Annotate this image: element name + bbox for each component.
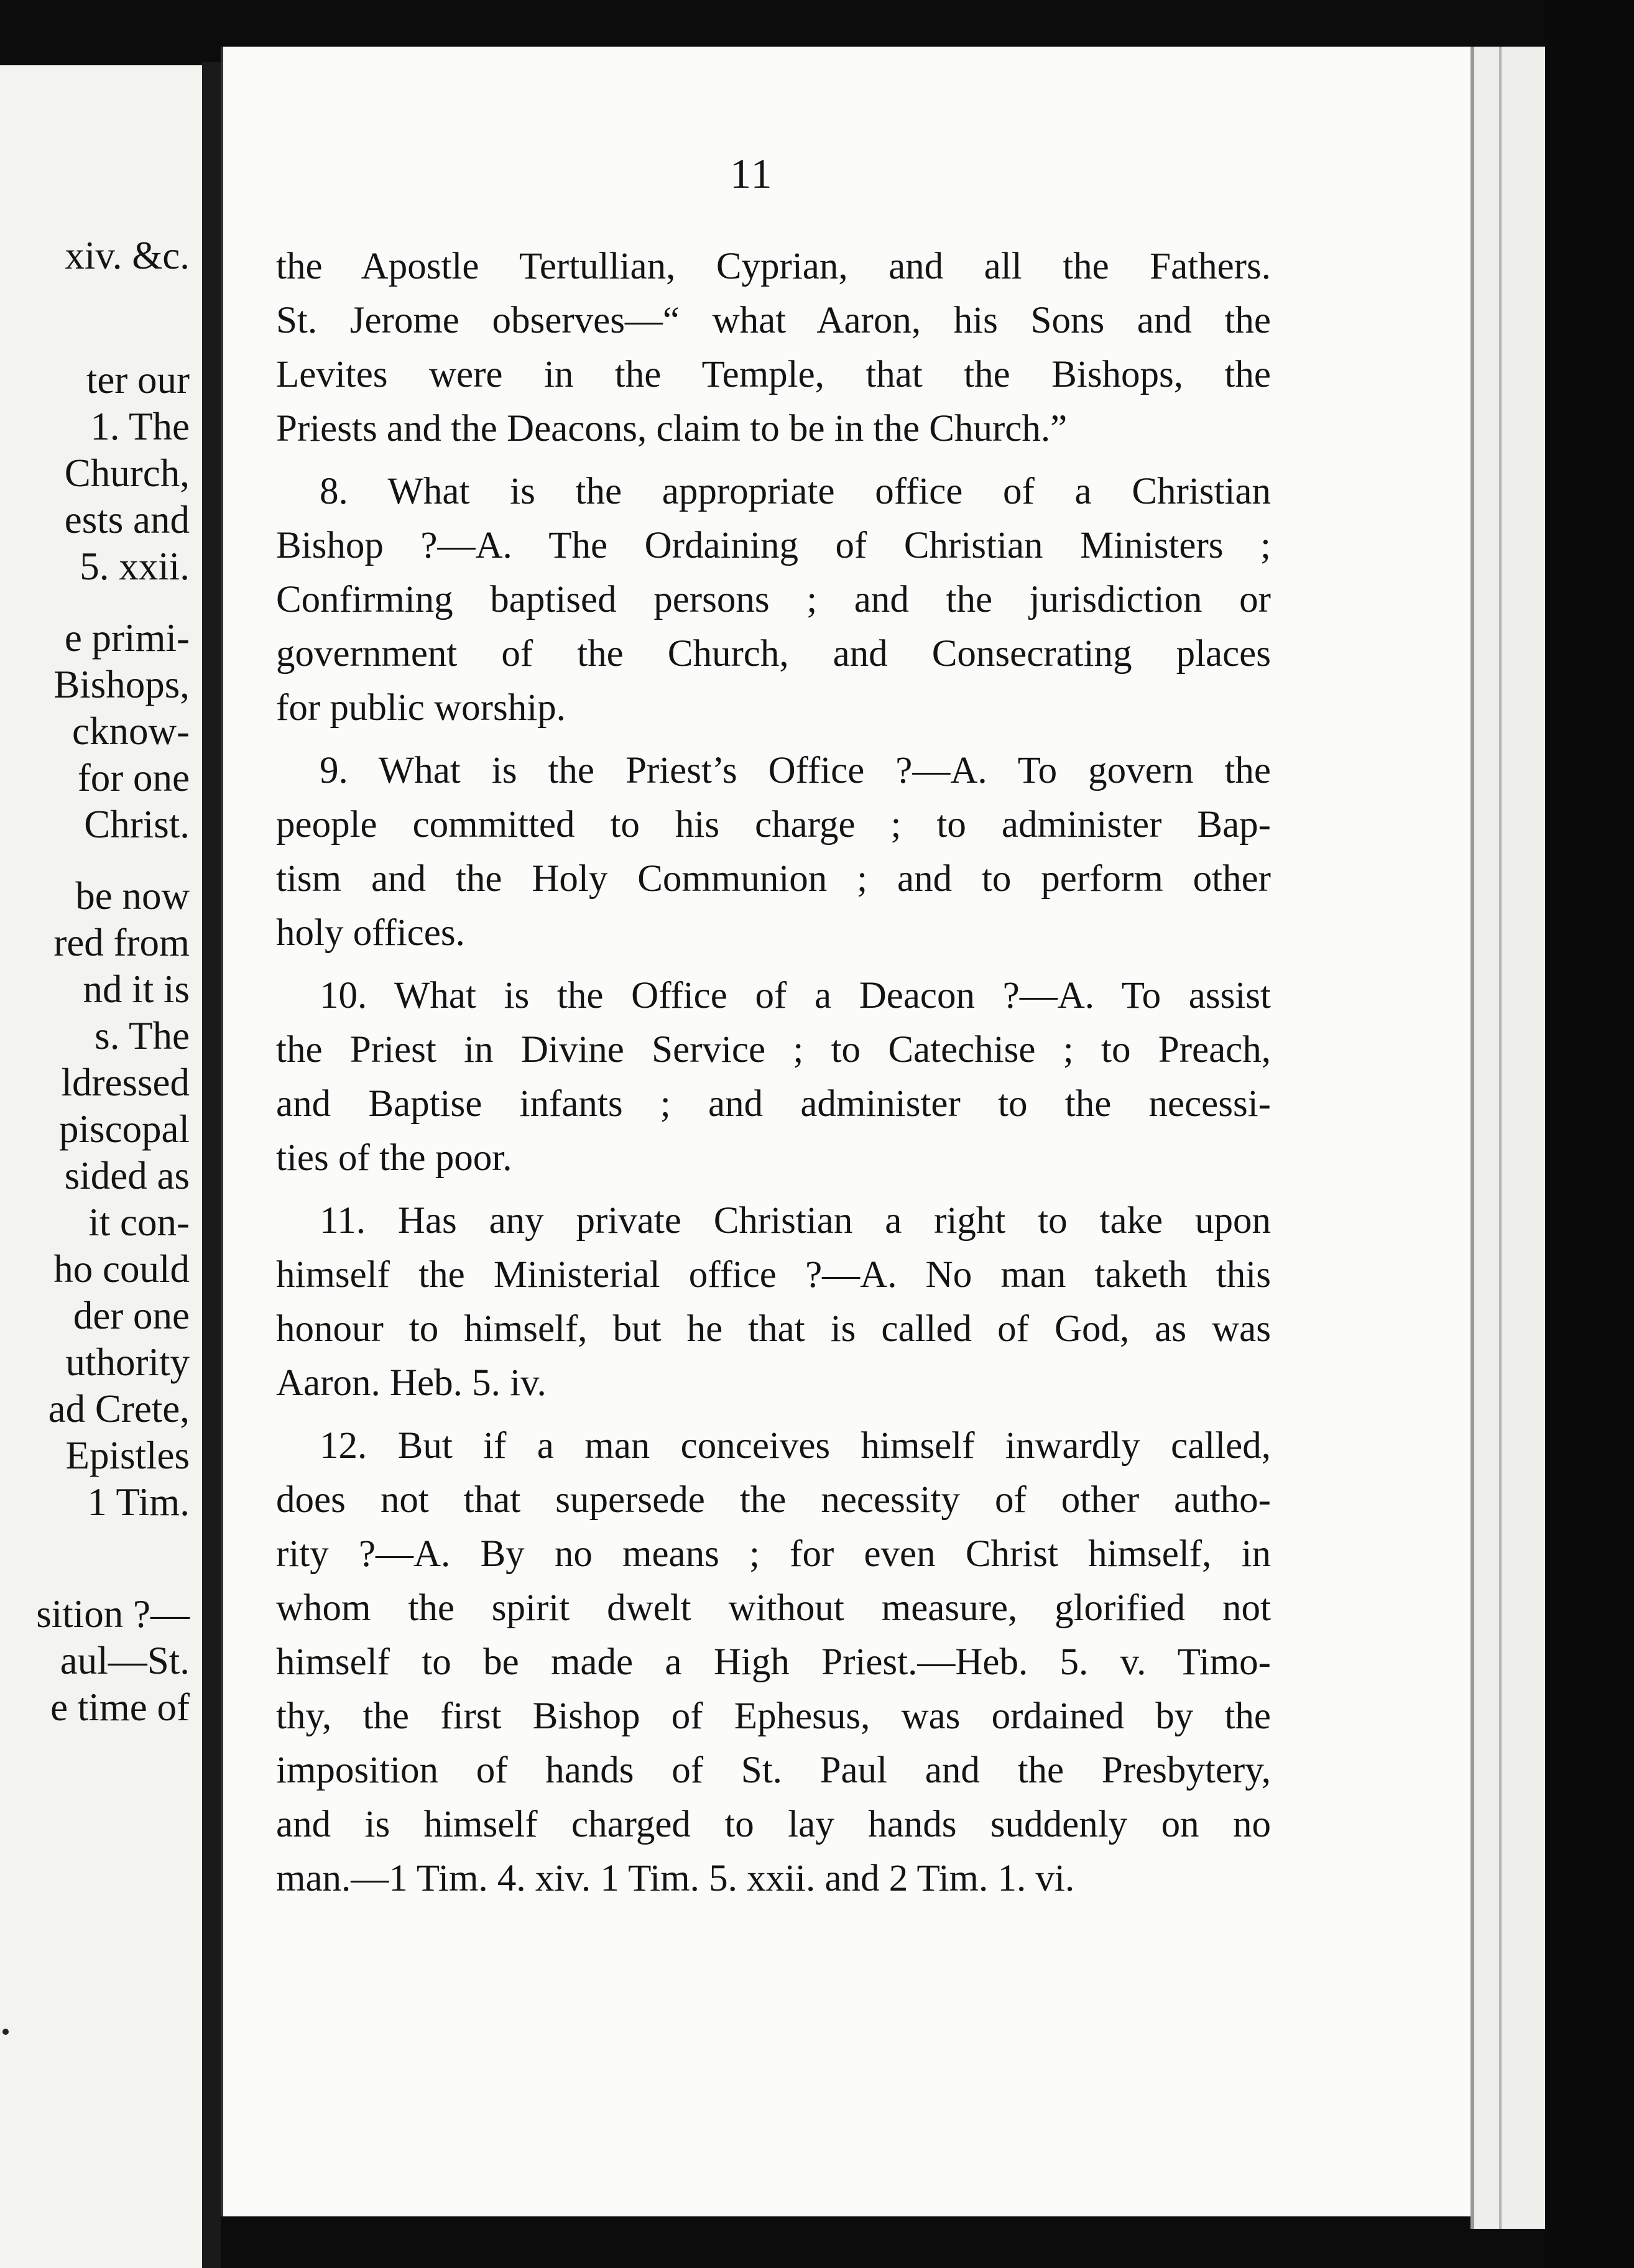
- text-line: Levites were in the Temple, that the Bishops, the: [276, 354, 1271, 395]
- text-line: whom the spirit dwelt without measure, glorified not: [276, 1587, 1271, 1629]
- left-page-line: aul—St.: [60, 1639, 190, 1682]
- paragraph-gap: [276, 456, 1271, 464]
- left-page-line: Church,: [64, 451, 190, 495]
- left-page-line: it con-: [88, 1201, 190, 1244]
- left-page-line: nd it is: [83, 967, 190, 1011]
- text-line: for public worship.: [276, 687, 566, 729]
- text-line: St. Jerome observes—“ what Aaron, his Sons and the: [276, 300, 1271, 341]
- paragraph-gap: [276, 1410, 1271, 1419]
- text-line: himself the Ministerial office ?—A. No man taketh this: [276, 1254, 1271, 1296]
- left-page-line: Bishops,: [53, 663, 190, 706]
- text-line: 11. Has any private Christian a right to take upon: [320, 1200, 1271, 1242]
- page-body-text: [276, 239, 1271, 1906]
- left-page-line: e primi-: [64, 616, 190, 660]
- text-line: the Priest in Divine Service ; to Catechise ; to Preach,: [276, 1029, 1271, 1071]
- text-line: does not that supersede the necessity of other autho-: [276, 1479, 1271, 1521]
- left-page-line: for one: [77, 756, 190, 800]
- paragraph: [276, 464, 1271, 735]
- left-page-line: 1 Tim.: [87, 1480, 190, 1524]
- text-line: honour to himself, but he that is called of God, as was: [276, 1308, 1271, 1350]
- paragraph: [276, 1194, 1271, 1410]
- text-line: holy offices.: [276, 912, 465, 954]
- text-line: Aaron. Heb. 5. iv.: [276, 1362, 547, 1404]
- text-line: and is himself charged to lay hands suddenly on no: [276, 1804, 1271, 1845]
- left-page-line: ter our: [86, 358, 190, 402]
- left-page-line: be now: [75, 874, 190, 918]
- paragraph: [276, 969, 1271, 1185]
- paragraph: [276, 239, 1271, 456]
- text-line: 9. What is the Priest’s Office ?—A. To govern the: [320, 750, 1271, 791]
- page-edge-stack: [1470, 47, 1549, 2229]
- text-line: himself to be made a High Priest.—Heb. 5. v. Timo-: [276, 1641, 1271, 1683]
- left-page-line: xiv. &c.: [65, 234, 190, 277]
- left-page-line: ldressed: [61, 1061, 190, 1104]
- text-line: Confirming baptised persons ; and the jurisdiction or: [276, 579, 1271, 620]
- left-page-line: 5. xxii.: [80, 545, 190, 588]
- left-page-line: ad Crete,: [48, 1387, 190, 1431]
- page-number: 11: [730, 150, 773, 197]
- paragraph-gap: [276, 960, 1271, 969]
- left-page-mark: [2, 2029, 9, 2035]
- left-page-line: der one: [73, 1294, 190, 1337]
- text-line: tism and the Holy Communion ; and to perform other: [276, 858, 1271, 900]
- left-page-line: piscopal: [59, 1107, 190, 1151]
- text-line: ties of the poor.: [276, 1137, 512, 1179]
- paragraph: [276, 744, 1271, 960]
- left-page-line: red from: [53, 921, 190, 964]
- scan-background-edge: [1545, 0, 1634, 2268]
- text-line: government of the Church, and Consecrating places: [276, 633, 1271, 675]
- left-page-line: ho could: [53, 1247, 190, 1291]
- book-gutter: [202, 62, 221, 2268]
- text-line: thy, the first Bishop of Ephesus, was ordained by the: [276, 1695, 1271, 1737]
- paragraph: [276, 1419, 1271, 1906]
- text-line: Bishop ?—A. The Ordaining of Christian Ministers ;: [276, 525, 1271, 566]
- left-page-fragment: [0, 65, 202, 2268]
- left-page-line: uthority: [65, 1340, 190, 1384]
- left-page-line: s. The: [95, 1014, 190, 1058]
- paragraph-gap: [276, 735, 1271, 744]
- left-page-line: sided as: [64, 1154, 190, 1197]
- text-line: and Baptise infants ; and administer to the necessi-: [276, 1083, 1271, 1125]
- text-line: Priests and the Deacons, claim to be in the Church.”: [276, 408, 1068, 449]
- left-page-line: e time of: [50, 1685, 190, 1729]
- paragraph-gap: [276, 1185, 1271, 1194]
- text-line: rity ?—A. By no means ; for even Christ himself, in: [276, 1533, 1271, 1575]
- main-page: [221, 47, 1473, 2216]
- left-page-line: Christ.: [84, 803, 190, 846]
- text-line: the Apostle Tertullian, Cyprian, and all the Fathers.: [276, 246, 1271, 287]
- text-line: 8. What is the appropriate office of a Christian: [320, 471, 1271, 512]
- text-line: man.—1 Tim. 4. xiv. 1 Tim. 5. xxii. and 2 Tim. 1. vi.: [276, 1858, 1075, 1899]
- left-page-line: cknow-: [72, 709, 190, 753]
- left-page-line: 1. The: [90, 405, 190, 448]
- left-page-line: sition ?—: [36, 1592, 190, 1636]
- left-page-line: Epistles: [65, 1434, 190, 1477]
- text-line: people committed to his charge ; to administer Bap-: [276, 804, 1271, 846]
- left-page-line: ests and: [64, 498, 190, 542]
- text-line: 12. But if a man conceives himself inwardly called,: [320, 1425, 1271, 1467]
- text-line: imposition of hands of St. Paul and the Presbytery,: [276, 1749, 1271, 1791]
- text-line: 10. What is the Office of a Deacon ?—A. To assist: [320, 975, 1271, 1016]
